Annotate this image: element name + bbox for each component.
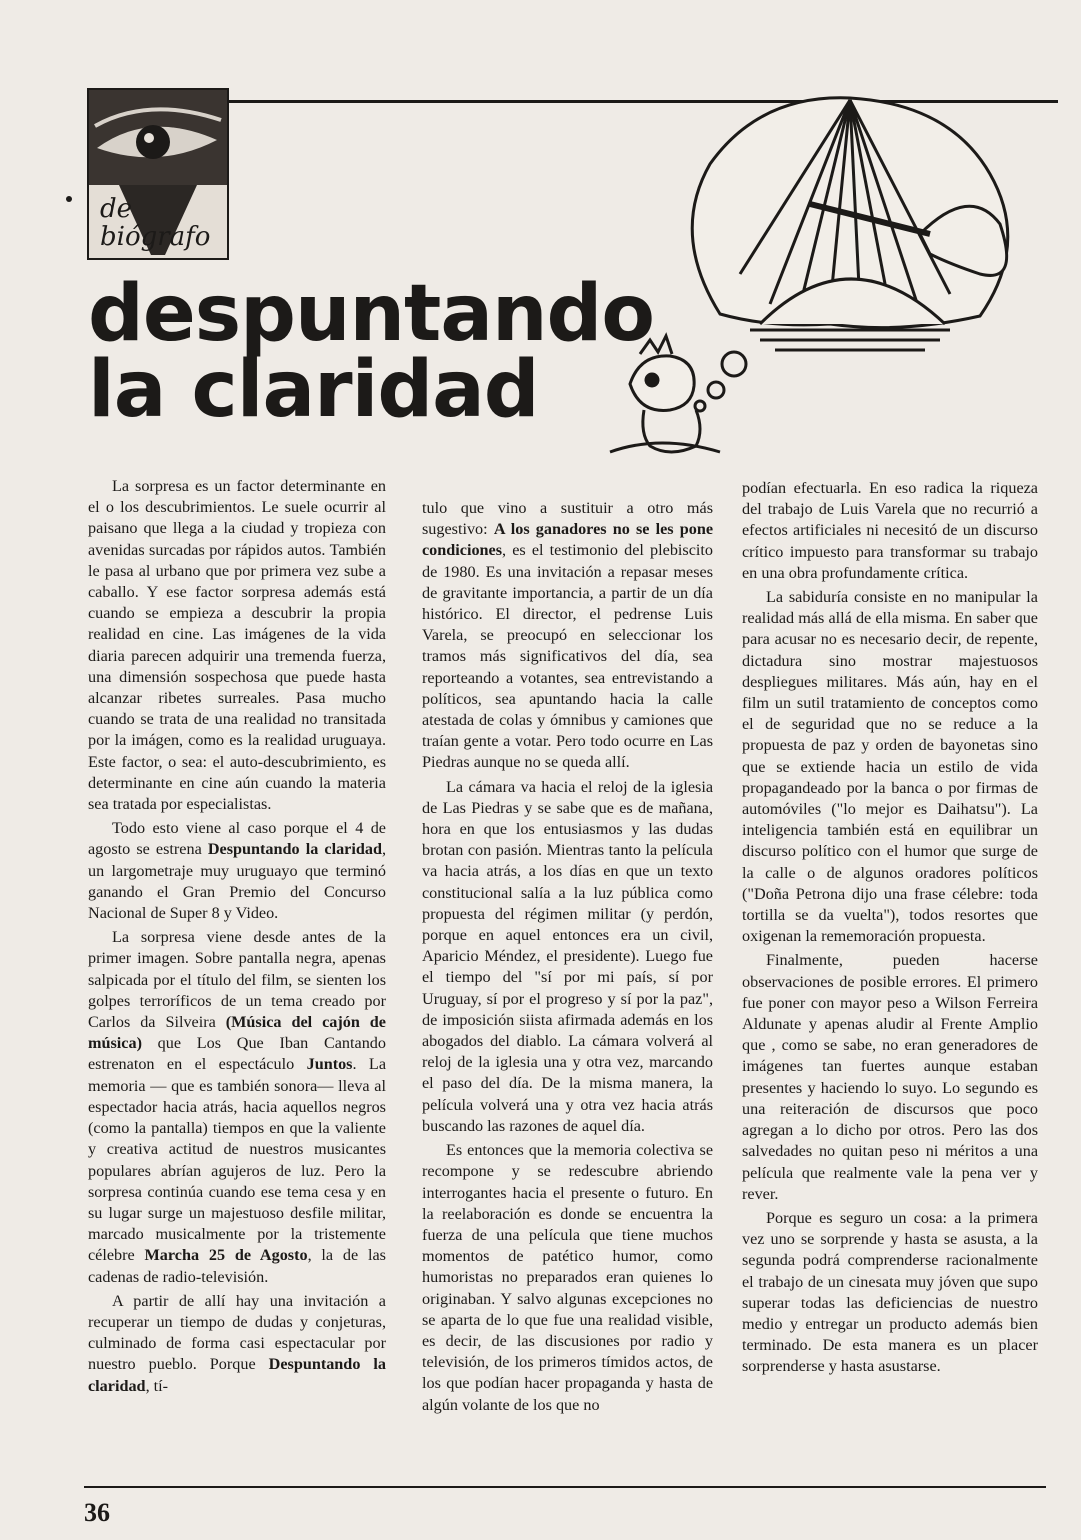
show-title-emphasis: Juntos: [306, 1055, 353, 1074]
footer-rule: [84, 1486, 1046, 1488]
page-number: 36: [84, 1498, 110, 1527]
march-title-emphasis: Marcha 25 de Agosto: [144, 1246, 308, 1265]
col1-paragraph-4: A partir de allí hay una invitación a recuperar un tiempo de dudas y conjeturas, culminado de forma casi espectacular por nuestro pueblo. Porque Despuntando la claridad, tí-: [88, 1291, 387, 1395]
col1-paragraph-3: La sorpresa viene desde antes de la primer imagen. Sobre pantalla negra, apenas salpicada por el título del film, se sienten los golpes terroríficos de un tema creado por Carlos da Silveira (Música del cajón de música) que Los Que Iban Cantando estrenaton en el espectáculo Juntos. La memoria — que es también sonora— lleva al espectador hacia atrás, hacia aquellos negros (como la pantalla) tiempos en que la valiente y creativa actitud de nuestros musicantes populares abrían agujeros de luz. Pero la sorpresa continúa cuando ese tema cesa y en su lugar surge un majestuoso desfile militar, marcado musicalmente por la tristemente célebre Marcha 25 de Agosto, la de las cadenas de radio-televisión.: [88, 928, 387, 1286]
article-title: [88, 269, 654, 435]
article-column-1: [88, 476, 386, 1400]
col3-paragraph-2: La sabiduría consiste en no manipular la realidad más allá de ella misma. En saber que para acusar no es necesario decir, de repente, dictadura sino mostrar majestuosos despliegues militares. Más aún, hay en el film un sutil tratamiento de conceptos como el de seguridad que no se reduce a la propuesta de paz y orden de bayonetas sino que se extiende hacia un estilo de vida propagandeado por la banca o por firmas de automóviles ("lo mejor es Daihatsu"). La inteligencia también está en equilibrar un discurso político con el humor que surge de la calle o de algunos oradores políticos ("Doña Petrona dijo una frase célebre: toda tortilla se da vuelta"), todos resortes que oxigenan la rememoración propuesta.: [742, 588, 1038, 946]
margin-dot: [66, 196, 72, 202]
col1-paragraph-2: Todo esto viene al caso porque el 4 de agosto se estrena Despuntando la claridad, un largometraje muy uruguayo que terminó ganando el Gran Premio del Concurso Nacional de Super 8 y Video.: [88, 819, 386, 923]
col3-paragraph-1: podían efectuarla. En eso radica la riqueza del trabajo de Luis Varela que no recurrió a efectos artificiales ni necesitó de un discurso crítico impuesto para transformar su trabajo en una obra profundamente crítica.: [742, 479, 1038, 582]
song-title-emphasis: (Música del cajón de música): [88, 1013, 386, 1053]
col2-paragraph-2: La cámara va hacia el reloj de la iglesia de Las Piedras y se sabe que es de mañana, hora en que los entusiasmos y las dudas brotan con pasión. Mientras tanto la película va hacia atrás, a los días en que un texto constitucional salía a la luz pública como propuesta del régimen militar (y perdón, porque en aquel entonces era un civil, Aparicio Méndez, el presidente). Luego fue el tiempo del "sí por mi país, sí por Uruguay, sí por el progreso y sí por la paz", de imposición siista afirmada además en los abogados del diablo. La cámara volverá al reloj de la iglesia una y otra vez, marcando el paso del día. De la misma manera, la película volverá una y otra vez hacia atrás buscando las razones de aquel día.: [422, 777, 713, 1135]
col1-paragraph-1: La sorpresa es un factor determinante en el o los descubrimientos. Le suele ocurrir al paisano que llega a la ciudad y tropieza con avenidas surcadas por rápidos autos. También le pasa al urbano que por primera vez sube a caballo. Y ese factor sorpresa además está cuando se empieza a descubrir la propia realidad en cine. Las imágenes de la vida diaria parecen adquirir una tremenda fuerza, una dimensión sospechosa que puede hasta alcanzar ribetes surreales. Pasa mucho cuando se trata de una realidad no transitada por la imágen, como es la realidad uruguaya. Este factor, o sea: el auto-descubrimiento, es determinante en cine aún cuando la materia sea tratada por especialistas.: [88, 477, 386, 814]
title-line2: la claridad: [88, 345, 539, 435]
section-logo-line2: biógrafo: [100, 222, 211, 252]
film-title-emphasis: Despuntando la claridad: [207, 840, 382, 859]
original-title-emphasis: A los ganadores no se les pone condiciones: [422, 520, 714, 560]
eye-icon: [89, 90, 227, 185]
article-column-2: [422, 498, 713, 1419]
col3-paragraph-4: Porque es seguro un cosa: a la primera vez uno se sorprende y hasta se asusta, a la segunda podrá comprenderse racionalmente el trabajo de un cinesata muy jóven que supo superar todas las deficiencias de nuestro medio y entregar un producto además bien terminado. De esta manera es un placer sorprenderse y hasta asustarse.: [742, 1208, 1038, 1376]
col2-paragraph-3: Es entonces que la memoria colectiva se recompone y se redescubre abriendo interrogantes hacia el presente o futuro. En la reelaboración es donde se encuentra la fuerza de una película que tiene muchos momentos de patético humor, como humoristas no preparados eran quienes lo originaban. Y salvo algunas excepciones no se aparta de lo que fue una realidad visible, es decir, de las discusiones por radio y televisión, de los primeros tímidos actos, de los que podían hacer propaganda y hasta de algún volante de los que no: [422, 1141, 713, 1414]
film-title-emphasis-2: Despuntando la claridad: [88, 1355, 387, 1395]
col2-paragraph-1: tulo que vino a sustituir a otro más sugestivo: A los ganadores no se les pone condiciones, es el testimonio del plebiscito de 1980. Es una invitación a repasar meses de gravitante importancia, a partir de un día histórico. El director, el pedrense Luis Varela, se preocupó en seleccionar los tramos más significativos del día, sea reporteando a votantes, sea entrevistando a políticos, sea apuntando hacia la calle atestada de colas y ómnibus y camiones que traían gente a votar. Pero todo ocurre en Las Piedras aunque no se queda allí.: [422, 499, 714, 772]
col3-paragraph-3: Finalmente, pueden hacerse observaciones de posible errores. El primero fue poner con mayor peso a Wilson Ferreira Aldunate y apenas aludir al Frente Amplio que , como se sabe, no eran generadores de imágenes tan fuertes aunque estaban presentes y haciendo lo suyo. Lo segundo es una reiteración de discursos que poco agregan a lo dicho por otros. Pero las dos salvedades no quitan peso ni méritos a una película que realmente vale la pena ver y rever.: [742, 951, 1038, 1203]
section-logo-line1: de: [100, 194, 133, 224]
article-column-3: [742, 478, 1038, 1381]
title-line1: despuntando: [88, 269, 654, 359]
thought-bubble-illustration: [600, 84, 1060, 464]
